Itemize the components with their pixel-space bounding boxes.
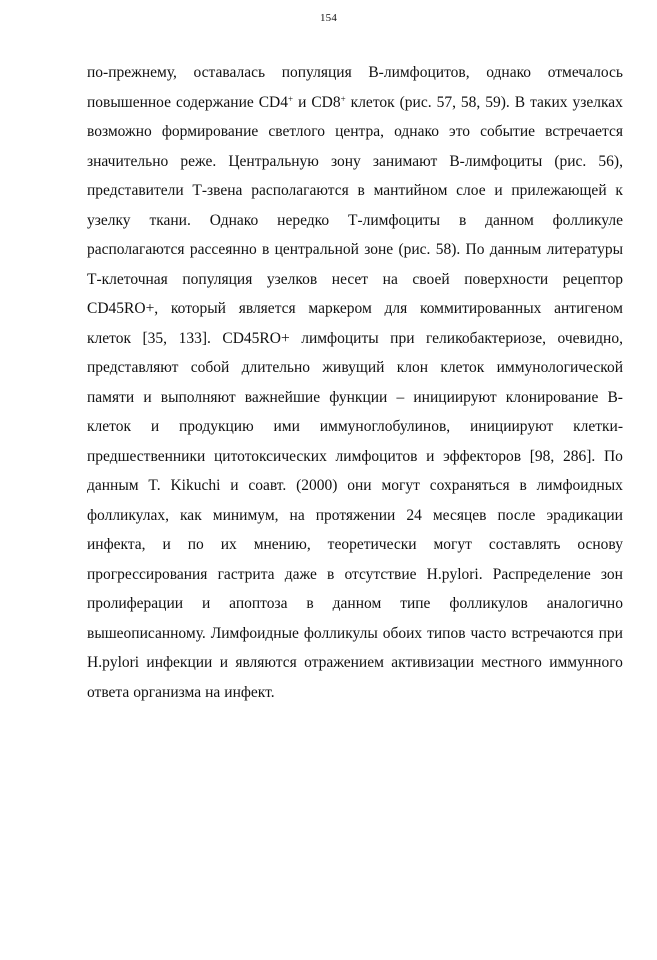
text-line: памяти и выполняют важнейшие функции – инициируют клонирование В- xyxy=(87,388,623,406)
text-line: возможно формирование светлого центра, однако это событие встречается xyxy=(87,123,623,140)
body-text xyxy=(87,58,623,707)
text-line: узелку ткани. Однако нередко Т-лимфоциты в данном фолликуле xyxy=(87,211,623,229)
text-line: данным T. Kikuchi и соавт. (2000) они могут сохраняться в лимфоидных xyxy=(87,477,623,494)
text-line: прогрессирования гастрита даже в отсутствие H.pylori. Распределение зон xyxy=(87,565,623,583)
text-line: представители Т-звена располагаются в мантийном слое и прилежающей к xyxy=(87,182,623,199)
text-line: Т-клеточная популяция узелков несет на своей поверхности рецептор xyxy=(87,270,623,288)
text-line: пролиферации и апоптоза в данном типе фолликулов аналогично xyxy=(87,595,623,612)
text-line: H.pylori инфекции и являются отражением активизации местного иммунного xyxy=(87,654,623,671)
text-line: инфекта, и по их мнению, теоретически могут составлять основу xyxy=(87,536,623,553)
text-line: повышенное содержание CD4+ и CD8+ клеток (рис. 57, 58, 59). В таких узелках xyxy=(87,93,623,111)
text-line: предшественники цитотоксических лимфоцитов и эффекторов [98, 286]. По xyxy=(87,447,623,465)
text-line: клеток [35, 133]. CD45RO+ лимфоциты при геликобактериозе, очевидно, xyxy=(87,329,623,347)
text-line: значительно реже. Центральную зону занимают В-лимфоциты (рис. 56), xyxy=(87,152,623,170)
text-line: фолликулах, как минимум, на протяжении 24 месяцев после эрадикации xyxy=(87,506,623,524)
text-line: вышеописанному. Лимфоидные фолликулы обоих типов часто встречаются при xyxy=(87,624,623,642)
text-line: представляют собой длительно живущий клон клеток иммунологической xyxy=(87,359,623,376)
page-number: 154 xyxy=(319,12,338,24)
text-line: ответа организма на инфект. xyxy=(87,683,275,701)
text-line: клеток и продукцию ими иммуноглобулинов, инициируют клетки- xyxy=(87,418,623,435)
text-line: по-прежнему, оставалась популяция В-лимфоцитов, однако отмечалось xyxy=(87,64,623,81)
text-line: располагаются рассеянно в центральной зоне (рис. 58). По данным литературы xyxy=(87,241,623,258)
text-line: CD45RO+, который является маркером для коммитированных антигеном xyxy=(87,300,623,317)
